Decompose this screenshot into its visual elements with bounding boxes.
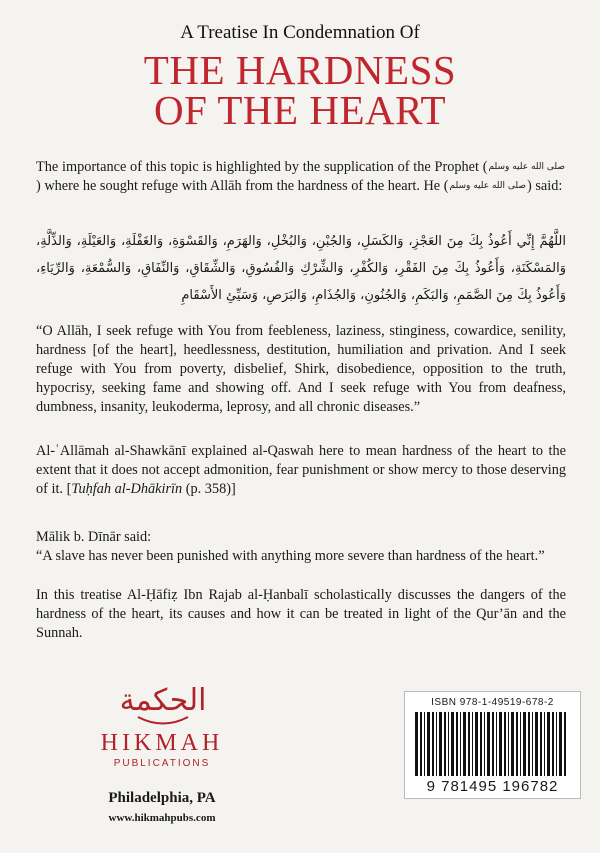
arabic-supplication: اللَّهُمَّ إِنِّي أَعُوذُ بِكَ مِنَ العَجْزِ، وَالكَسَلِ، وَالجُبْنِ، وَالبُخْلِ، وَالهَرَمِ، وَالقَسْوَةِ، وَالغَفْلَةِ، وَالعَيْلَةِ، وَالذِّلَّةِ، وَالمَسْكَنَةِ، وَأَعُوذُ بِكَ مِنَ الفَقْرِ، وَالكُفْرِ، وَالشِّرْكِ وَالفُسُوقِ، وَالشِّقَاقِ، وَالنِّفَاقِ، وَالسُّمْعَةِ، وَالرِّيَاءِ، وَأَعُوذُ بِكَ مِنَ الصَّمَمِ، وَالبَكَمِ، وَالجُنُونِ، وَالجُذَامِ، وَالبَرَصِ، وَسَيِّئِ الأَسْقَامِ [36, 234, 566, 303]
publisher-city: Philadelphia, PA [108, 790, 216, 806]
barcode-label [404, 691, 581, 799]
treatise-paragraph: In this treatise Al-Ḥāfiẓ Ibn Rajab al-Ḥanbalī scholastically discusses the dangers of the hardness of the heart, its causes and how it can be treated in light of the Qur’ān and the Sunnah. [36, 587, 566, 641]
translation-paragraph: “O Allāh, I seek refuge with You from feebleness, laziness, stinginess, cowardice, senility, hardness [of the heart], heedlessness, destitution, humiliation and privation. And I seek refuge with You from poverty, disbelief, Shirk, disobedience, opposition to the truth, hypocrisy, seeking fame and showing off. And I seek refuge with You from deafness, dumbness, insanity, leukoderma, leprosy, and all chronic diseases.” [36, 323, 566, 415]
hikmah-logo-icon [118, 662, 208, 737]
publisher-name: HIKMAH [100, 730, 224, 756]
ean-number: 9 781495 196782 [426, 778, 559, 795]
shawkani-paragraph: Al-ʿAllāmah al-Shawkānī explained al-Qaswah here to mean hardness of the heart to the extent that it does not accept admonition, fear punishment or show mercy to those deserving of it. [Tuḥfah al-Dhākirīn (p. 358)] [36, 443, 566, 497]
source-title: Tuḥfah al-Dhākirīn [71, 481, 183, 497]
isbn-text: ISBN 978-1-49519-678-2 [431, 697, 554, 708]
malik-quote: “A slave has never been punished with anything more severe than hardness of the heart.” [36, 548, 545, 564]
title-line-2: OF THE HEART [153, 87, 447, 133]
publisher-subname: PUBLICATIONS [113, 758, 211, 769]
svg-text:الحكمة: الحكمة [119, 683, 207, 718]
malik-intro: Mālik b. Dīnār said: [36, 529, 152, 545]
salawat-symbol: صلى الله عليه وسلم [488, 162, 565, 173]
intro-paragraph: The importance of this topic is highlighted by the supplication of the Prophet (صلى الله عليه وسلم) where he sought refuge with Allāh from the hardness of the heart. He (صلى الله عليه وسلم) said: [36, 158, 566, 196]
title-line-1: THE HARDNESS [143, 47, 457, 93]
barcode-icon [415, 712, 570, 776]
book-subtitle: A Treatise In Condemnation Of [180, 22, 420, 43]
book-title [0, 47, 600, 133]
publisher-url[interactable]: www.hikmahpubs.com [108, 812, 216, 824]
salawat-symbol: صلى الله عليه وسلم [449, 181, 526, 192]
